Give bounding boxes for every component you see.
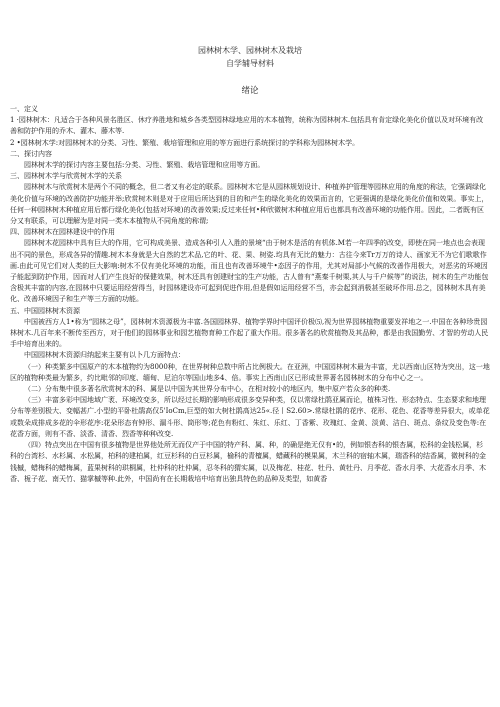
- document-subtitle: 自学辅导材料: [226, 59, 274, 68]
- document-title: 园林树木学、园林树木及栽培: [198, 46, 302, 55]
- section-heading-research: 二、探讨内容: [10, 149, 52, 158]
- paragraph-role-1: 园林树木花园林中具有巨大的作用，它可构成美景、造成各种引人入胜的景境“由于树木是活的有机体.M若一年四季的改变，即使在同一地点也会表现出不同的景色，形成各异的情趣.树木本身就是大自然的艺术品,它的叶、花、果、树姿.均具有无比的魅力：古往今来Tr万万的诗人、画家无不为它们歌歌作画.由此可见它们对人类的巨大影响:树木不仅有美化环境的功能，而且也有改善环境牛•态因子的作用，尤其对局部小气候的改善作用极大，对恶劣的环境因子能起到防护作用，因而对人们产生良好的保健效果，树木还具有创建财宝的生产功能，古人曾有“燕秦千树栗,其人与千户候等”的说法，树木的生产功能包含极其丰富的内容,在园林中只要运用经营得当，时园林建设亦可起到促进作用,但是假如运用经营不当，亦会起到消极甚至破坏作用.总之，园林树木具有美化、改善环境因子和生产等三方面的功能。: [10, 239, 489, 304]
- paragraph-definition-1: 1 ·园林树木：凡适合于各种风景名胜区、休疗养胜地和城乡各类型园林绿地应用的木本植物，统称为园林树木.包括具有肯定绿化美化价值以及对环境有改善和防护作用的乔木、灌木、藤木等.: [10, 116, 484, 136]
- section-heading-role: 四、园林树木在园林建设中的作用: [10, 228, 115, 237]
- intro-heading: 绪论: [241, 86, 259, 96]
- paragraph-research-1: 园林树木学的探讨内容主要包括:分类、习性、繁殖、栽培管理和应用等方面。: [24, 161, 265, 170]
- document-header: [10, 44, 490, 70]
- paragraph-resources-6: （四）特点突出在中国有很多植物是世界他处所无而仅产于中国的特产科、属、种，的确是绝无仅有•的，例如银杏科的银杏属，松科的金钱松属，杉科的台湾杉、水杉属、水松属，柏科的建柏属，红豆杉科的白豆杉属，榆科的青檀属，蜡藏科的模果属，木兰科的宿轴木属，瑞香科的结香属，微树科的金钱槭，蜡梅科的蜡梅属，蓝果树科的珙桐属，杜仲科的杜仲属，忍冬科的猬实属，以及梅花、桂花、牡丹、黄牡丹、月季花、香水月季、大花香水月季、木香、栀子花、南天竹、猫掌槭等种.此外，中国尚有在长期栽培中培育出独具特色的品种及类型，如黄香: [10, 441, 486, 483]
- paragraph-resources-4: （二）分布集中很多著名欣赏树木的科、属是以中国为其世界分布中心，在相对较小的地区内，集中原产若众多的种类.: [24, 385, 391, 394]
- section-heading-relationship: 三、园林树木学与欣赏树木学的关系: [10, 172, 122, 181]
- paragraph-definition-2: 2 •园林树木学:对园林树木的分类、习性、繁殖、栽培管理和应用的等方面进行系统探讨的学科称为园林树木学。: [10, 138, 360, 147]
- document-body: [10, 104, 490, 485]
- section-heading-resources: 五、中国园林树木资源: [10, 306, 80, 315]
- section-heading-definition: 一、定义: [10, 105, 38, 113]
- paragraph-resources-3: （一）种类繁多中国原产的木本植物约为8000种，在世界树种总数中所占比例极大。在亚洲，中国园林树木最为丰富，尤以西南山区特为突出，这一地区的植物种类最为繁多，约比毗邻的印度、缅甸、尼泊尔等国山地多4、倍。事实上西南山区已形成世界著名园林树木的分布中心之一。: [10, 362, 490, 382]
- paragraph-resources-2: 中国园林树木资源归纳起来主要有以卜几方面特点：: [24, 351, 185, 360]
- paragraph-relationship-1: 园林树木与欣赏树木是两个不同的概念，但二者又有必定的联系。园林树木它是从园林规划设计、种植养护管理等园林应用的角度的称法，它强调绿化美化价值与环境的改善防护功能并举;欣赏树木则是对于应用后所达到的目的和产生的绿化美化的效果而言的，它更强调的是绿化美化价值和效果。事实上，任何一种园林树木种植应用后都行绿化美化(包括对环境)的改善效果;反过来任何•种欣微树木种植应用后也都具有改善环境的功能作用。因此，二者既有区分又有联系，可以理解为是对同一类木本植物从不同角度的称谓;: [10, 183, 489, 226]
- paragraph-resources-5: （三）丰富多彩中国地域广袤、环境改变多，所以经过长期的影响形成很多变异种类，仅以常绿杜鹃亚属而论，植株习性、形态特点、生态要求和地理分布等差别极大、变幅甚广.小型的平卧杜鹃高仅5'IoCm,巨型的如大树杜鹃高达25«.径丨S2.60>.常绿杜鹃的花序、花形、花色、花香等差异很大，或单花或数朵成排成多花的伞形花序:花朵形态有钟形、漏斗形、筒形等;花色有粉红、朱红、乐红、丁香紫、玫瑰红、金黄、淡黄、洁白、斑点、条纹及变色等:在花香方面，则有不香、淡香、清香、烈香等种种改变.: [10, 396, 490, 438]
- paragraph-resources-1: 中国被西方人1•称为“园林之母”，园林树木资源极为丰富.各国园林界、植物学界时中国评价极⑸,视为世界园林植物重要发祥地之一.中国在各种珍贵园林树木.几百年来不断传至西方，对于他们的园林事业和园艺植物育种工作起了重大作用。很多著名的欣赏植物及其品种，都是由我国勤劳、才智的劳动人民手中培育出来的。: [10, 317, 489, 349]
